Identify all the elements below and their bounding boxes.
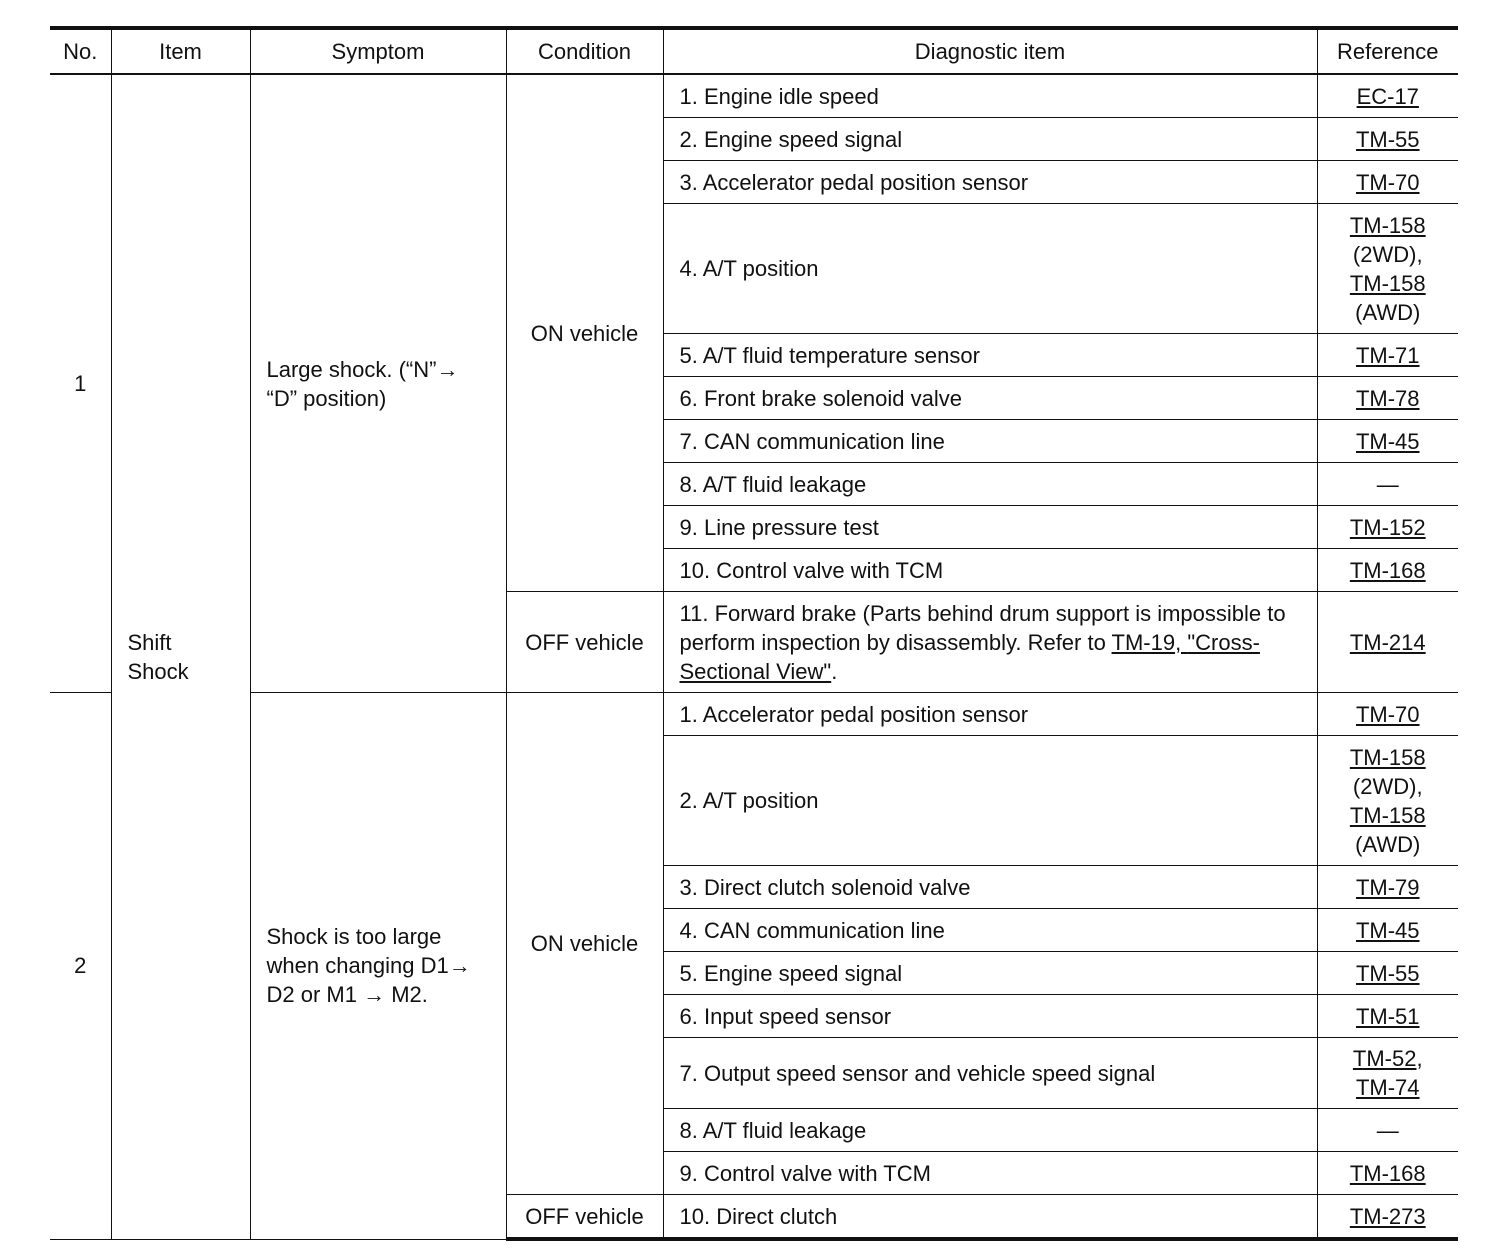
reference-cell xyxy=(1317,506,1458,549)
reference-link[interactable]: TM-152 xyxy=(1349,514,1426,540)
reference-link[interactable]: EC-17 xyxy=(1356,83,1419,109)
cross-reference-link[interactable]: TM-19, xyxy=(1111,629,1188,655)
diagnostic-item: 9. Line pressure test xyxy=(663,506,1317,549)
diagnostic-item: 7. CAN communication line xyxy=(663,420,1317,463)
reference-cell xyxy=(1317,204,1458,334)
header-diagnostic-item: Diagnostic item xyxy=(663,28,1317,74)
diagnostic-item: 9. Control valve with TCM xyxy=(663,1152,1317,1195)
diagnostic-item: 10. Direct clutch xyxy=(663,1195,1317,1240)
reference-cell xyxy=(1317,909,1458,952)
diagnosis-table xyxy=(50,26,1458,1241)
reference-link[interactable]: TM-273 xyxy=(1349,1203,1426,1229)
item-label: Shift Shock xyxy=(127,629,189,684)
reference-link[interactable]: TM-168 xyxy=(1349,1160,1426,1186)
header-reference: Reference xyxy=(1317,28,1458,74)
reference-cell xyxy=(1317,1195,1458,1240)
diagnostic-item: 8. A/T fluid leakage xyxy=(663,1109,1317,1152)
diagnostic-item: 5. A/T fluid temperature sensor xyxy=(663,334,1317,377)
reference-link[interactable]: TM-51 xyxy=(1355,1003,1420,1029)
reference-link[interactable]: TM-52 xyxy=(1352,1046,1417,1071)
reference-cell xyxy=(1317,334,1458,377)
item-cell xyxy=(111,74,250,1239)
header-row xyxy=(50,28,1458,74)
reference-link[interactable]: TM-158 xyxy=(1349,212,1426,238)
diagnostic-item: 10. Control valve with TCM xyxy=(663,549,1317,592)
reference-link[interactable]: TM-55 xyxy=(1355,126,1420,152)
reference-cell xyxy=(1317,377,1458,420)
reference-suffix: (2WD), xyxy=(1352,773,1423,799)
diagnostic-item: 3. Direct clutch solenoid valve xyxy=(663,866,1317,909)
diagnostic-item: 1. Accelerator pedal position sensor xyxy=(663,693,1317,736)
header-no: No. xyxy=(50,28,111,74)
reference-link[interactable]: TM-158 xyxy=(1349,802,1426,828)
header-condition: Condition xyxy=(506,28,663,74)
diagnostic-item: 4. A/T position xyxy=(663,204,1317,334)
condition-on-vehicle-2: ON vehicle xyxy=(506,693,663,1195)
reference-cell xyxy=(1317,995,1458,1038)
reference-link[interactable]: TM-70 xyxy=(1355,169,1420,195)
reference-link[interactable]: TM-168 xyxy=(1349,557,1426,583)
reference-cell xyxy=(1317,866,1458,909)
row-number-2: 2 xyxy=(50,693,111,1240)
condition-off-vehicle-1: OFF vehicle xyxy=(506,592,663,693)
diagnostic-item: 11. Forward brake (Parts behind drum support is impossible to perform inspection by disassembly. Refer to TM-19, "Cross-Sectional View". xyxy=(663,592,1317,693)
reference-cell: — xyxy=(1317,463,1458,506)
reference-suffix: (2WD), xyxy=(1352,241,1423,267)
reference-suffix: (AWD) xyxy=(1355,831,1421,857)
diagnostic-item: 4. CAN communication line xyxy=(663,909,1317,952)
reference-link[interactable]: TM-45 xyxy=(1355,917,1420,943)
diagnostic-item: 2. A/T position xyxy=(663,736,1317,866)
reference-cell xyxy=(1317,1152,1458,1195)
reference-cell xyxy=(1317,693,1458,736)
reference-link[interactable]: TM-70 xyxy=(1355,701,1420,727)
condition-on-vehicle-1: ON vehicle xyxy=(506,74,663,592)
reference-link[interactable]: TM-79 xyxy=(1355,874,1420,900)
diagnostic-item: 1. Engine idle speed xyxy=(663,74,1317,118)
diagnostic-item: 7. Output speed sensor and vehicle speed signal xyxy=(663,1038,1317,1109)
reference-cell xyxy=(1317,952,1458,995)
reference-cell xyxy=(1317,118,1458,161)
diagnostic-item: 2. Engine speed signal xyxy=(663,118,1317,161)
diagnostic-item: 5. Engine speed signal xyxy=(663,952,1317,995)
condition-off-vehicle-2: OFF vehicle xyxy=(506,1195,663,1240)
reference-link[interactable]: TM-78 xyxy=(1355,385,1420,411)
reference-link[interactable]: TM-158 xyxy=(1349,744,1426,770)
header-symptom: Symptom xyxy=(250,28,506,74)
reference-cell xyxy=(1317,592,1458,693)
cross-sectional-view-link[interactable]: "Cross-Sectional View" xyxy=(679,629,1260,684)
reference-link[interactable]: TM-71 xyxy=(1355,342,1420,368)
symptom-cell-1: Large shock. (“N”→ “D” position) xyxy=(250,74,506,693)
header-item: Item xyxy=(111,28,250,74)
diagnostic-item: 8. A/T fluid leakage xyxy=(663,463,1317,506)
reference-link[interactable]: TM-55 xyxy=(1355,960,1420,986)
diagnostic-item: 6. Front brake solenoid valve xyxy=(663,377,1317,420)
reference-link[interactable]: TM-158 xyxy=(1349,270,1426,296)
table-row xyxy=(50,74,1458,118)
row-number-1: 1 xyxy=(50,74,111,693)
reference-suffix: (AWD) xyxy=(1355,299,1421,325)
diagnostic-item: 6. Input speed sensor xyxy=(663,995,1317,1038)
reference-cell xyxy=(1317,74,1458,118)
reference-link[interactable]: TM-45 xyxy=(1355,428,1420,454)
diagnostic-item: 3. Accelerator pedal position sensor xyxy=(663,161,1317,204)
reference-cell xyxy=(1317,736,1458,866)
reference-cell: — xyxy=(1317,1109,1458,1152)
symptom-cell-2: Shock is too large when changing D1→ D2 or M1 → M2. xyxy=(250,693,506,1240)
reference-link[interactable]: TM-74 xyxy=(1355,1075,1420,1100)
reference-cell xyxy=(1317,161,1458,204)
reference-cell xyxy=(1317,1038,1458,1109)
reference-cell xyxy=(1317,549,1458,592)
reference-link[interactable]: TM-214 xyxy=(1349,629,1426,655)
reference-cell xyxy=(1317,420,1458,463)
table-row xyxy=(50,693,1458,736)
reference-suffix: , xyxy=(1416,1046,1423,1071)
